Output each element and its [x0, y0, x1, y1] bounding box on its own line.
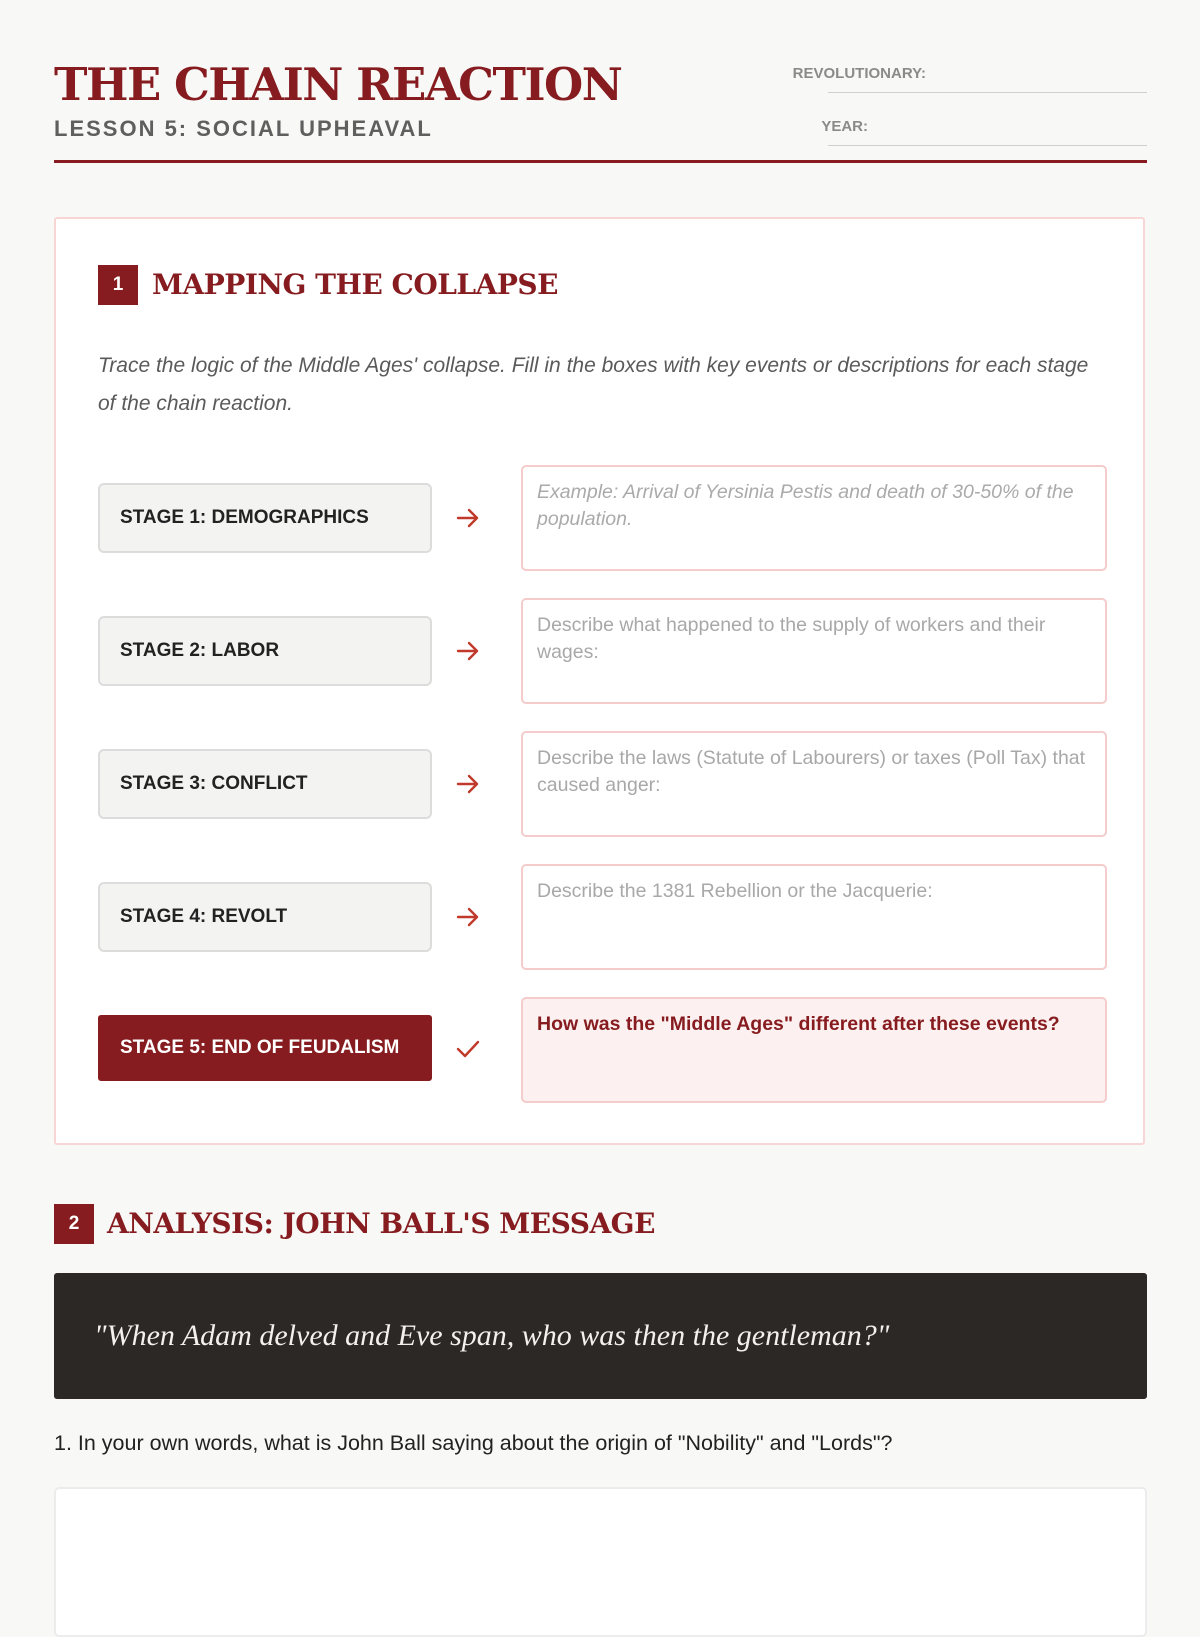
stage-label-revolt: STAGE 4: REVOLT — [98, 882, 432, 952]
section-number-badge: 2 — [54, 1204, 94, 1244]
worksheet-header — [54, 58, 1147, 164]
analysis-answer-field[interactable] — [54, 1487, 1147, 1637]
john-ball-quote: "When Adam delved and Eve span, who was then the gentleman?" — [94, 1319, 890, 1352]
worksheet-title: THE CHAIN REACTION — [54, 58, 622, 111]
arrow-right-icon — [452, 901, 484, 933]
stage-label-labor: STAGE 2: LABOR — [98, 616, 432, 686]
stage-answer-end-of-feudalism[interactable]: How was the "Middle Ages" different after these events? — [521, 997, 1107, 1103]
revolutionary-label: REVOLUTIONARY: — [792, 65, 926, 82]
stage-answer-revolt[interactable]: Describe the 1381 Rebellion or the Jacquerie: — [521, 864, 1107, 970]
stage-answer-conflict[interactable]: Describe the laws (Statute of Labourers) or taxes (Poll Tax) that caused anger: — [521, 731, 1107, 837]
header-divider — [54, 160, 1147, 163]
lesson-subtitle: LESSON 5: SOCIAL UPHEAVAL — [54, 116, 433, 141]
arrow-right-icon — [452, 768, 484, 800]
arrow-right-icon — [452, 502, 484, 534]
stage-label-conflict: STAGE 3: CONFLICT — [98, 749, 432, 819]
section-title: MAPPING THE COLLAPSE — [152, 268, 558, 301]
checkmark-icon — [452, 1032, 484, 1064]
stage-label-demographics: STAGE 1: DEMOGRAPHICS — [98, 483, 432, 553]
section-instructions: Trace the logic of the Middle Ages' collapse. Fill in the boxes with key events or descriptions for each stage of the chain reaction. — [98, 354, 1089, 415]
section-number-badge: 1 — [98, 265, 138, 305]
year-label: YEAR: — [821, 118, 868, 135]
stage-answer-demographics[interactable]: Example: Arrival of Yersinia Pestis and death of 30-50% of the population. — [521, 465, 1107, 571]
stage-answer-labor[interactable]: Describe what happened to the supply of workers and their wages: — [521, 598, 1107, 704]
arrow-right-icon — [452, 635, 484, 667]
section-title: ANALYSIS: JOHN BALL'S MESSAGE — [107, 1207, 655, 1240]
stage-label-end-of-feudalism: STAGE 5: END OF FEUDALISM — [98, 1015, 432, 1081]
year-field[interactable] — [828, 145, 1147, 146]
revolutionary-field[interactable] — [828, 92, 1147, 93]
analysis-question: 1. In your own words, what is John Ball saying about the origin of "Nobility" and "Lords"? — [54, 1431, 893, 1455]
quote-box — [54, 1273, 1147, 1399]
mapping-section-card — [54, 217, 1145, 1145]
